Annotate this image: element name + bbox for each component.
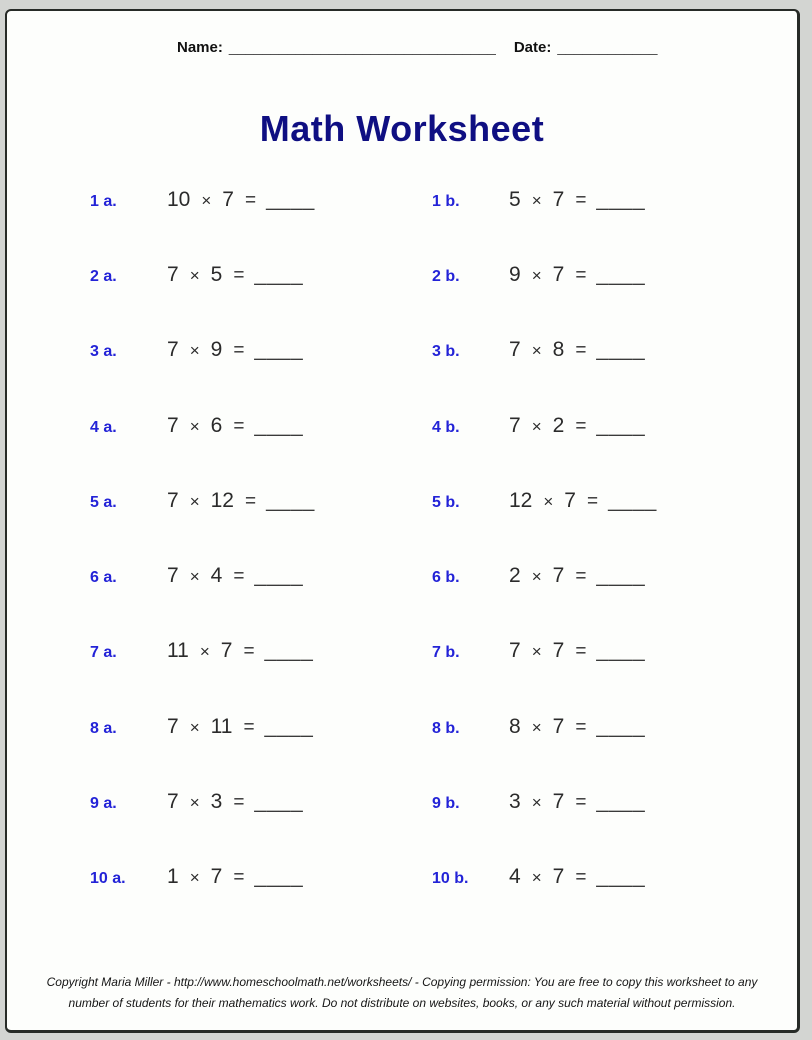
problem-number: 6 b. — [432, 569, 460, 587]
factor-2: 8 — [552, 338, 565, 362]
factor-2: 7 — [552, 790, 565, 814]
factor-2: 4 — [210, 564, 223, 588]
multiplication-sign: × — [189, 341, 200, 361]
multiplication-sign: × — [189, 717, 200, 737]
factor-1: 7 — [509, 338, 521, 362]
answer-blank: ____ — [596, 564, 646, 588]
problem-expression — [509, 263, 645, 287]
multiplication-sign: × — [189, 491, 200, 511]
factor-1: 7 — [167, 338, 179, 362]
problem-cell — [432, 489, 774, 513]
page-title: Math Worksheet — [259, 108, 545, 149]
answer-blank: ____ — [596, 338, 646, 362]
factor-1: 7 — [167, 413, 179, 437]
factor-1: 12 — [509, 488, 533, 512]
problem-number: 5 b. — [432, 493, 460, 511]
problem-cell — [90, 639, 432, 663]
problem-number: 8 a. — [90, 719, 117, 737]
problem-number: 1 a. — [90, 192, 117, 210]
factor-1: 4 — [509, 865, 521, 889]
problem-cell — [90, 338, 432, 362]
factor-1: 7 — [509, 639, 521, 663]
multiplication-sign: × — [189, 567, 200, 587]
problem-cell — [432, 790, 774, 814]
problem-expression — [509, 188, 645, 212]
factor-1: 10 — [167, 187, 191, 211]
problem-expression — [509, 338, 645, 362]
equals-sign: = — [233, 415, 245, 437]
factor-1: 7 — [167, 790, 179, 814]
answer-blank: ____ — [254, 790, 304, 814]
multiplication-sign: × — [199, 642, 210, 662]
factor-1: 3 — [509, 790, 521, 814]
factor-1: 8 — [509, 714, 521, 738]
factor-2: 7 — [220, 639, 233, 663]
equals-sign: = — [575, 641, 587, 663]
multiplication-sign: × — [189, 416, 200, 436]
multiplication-sign: × — [531, 567, 542, 587]
problem-number: 3 b. — [432, 343, 460, 361]
problem-number: 2 b. — [432, 267, 460, 285]
problem-number: 8 b. — [432, 719, 460, 737]
answer-blank: ____ — [596, 790, 646, 814]
problem-cell — [90, 790, 432, 814]
problem-cell — [90, 188, 432, 212]
problem-expression — [167, 715, 313, 739]
problem-expression — [167, 338, 303, 362]
problem-expression — [167, 414, 303, 438]
answer-blank: ____ — [254, 338, 304, 362]
answer-blank: ____ — [596, 714, 646, 738]
problem-expression — [167, 865, 303, 889]
problem-expression — [167, 639, 313, 663]
problem-number: 10 a. — [90, 870, 126, 888]
equals-sign: = — [575, 566, 587, 588]
answer-blank: ____ — [264, 639, 314, 663]
problem-expression — [167, 489, 315, 513]
factor-2: 3 — [210, 790, 223, 814]
multiplication-sign: × — [531, 265, 542, 285]
equals-sign: = — [575, 792, 587, 814]
factor-2: 9 — [210, 338, 223, 362]
problem-cell — [432, 564, 774, 588]
problem-cell — [432, 715, 774, 739]
problem-expression — [509, 414, 645, 438]
problem-number: 2 a. — [90, 267, 117, 285]
problem-cell — [432, 639, 774, 663]
answer-blank: ____ — [264, 714, 314, 738]
factor-2: 5 — [210, 262, 223, 286]
multiplication-sign: × — [189, 793, 200, 813]
problem-number: 4 b. — [432, 418, 460, 436]
factor-2: 6 — [210, 413, 223, 437]
factor-1: 5 — [509, 187, 521, 211]
equals-sign: = — [244, 490, 257, 512]
multiplication-sign: × — [531, 341, 542, 361]
multiplication-sign: × — [201, 190, 212, 210]
factor-2: 2 — [552, 413, 565, 437]
factor-1: 1 — [167, 865, 179, 889]
problem-number: 5 a. — [90, 493, 117, 511]
factor-2: 7 — [552, 865, 565, 889]
factor-2: 7 — [564, 488, 576, 512]
answer-blank: ____ — [254, 865, 304, 889]
multiplication-sign: × — [543, 491, 554, 511]
equals-sign: = — [243, 641, 255, 663]
multiplication-sign: × — [531, 190, 542, 210]
problems-grid — [90, 162, 780, 915]
equals-sign: = — [575, 189, 587, 211]
multiplication-sign: × — [189, 265, 200, 285]
problem-number: 3 a. — [90, 343, 117, 361]
problem-number: 6 a. — [90, 569, 117, 587]
equals-sign: = — [244, 189, 257, 211]
factor-2: 7 — [552, 564, 565, 588]
answer-blank: ____ — [254, 262, 304, 286]
equals-sign: = — [575, 716, 587, 738]
factor-1: 7 — [509, 413, 521, 437]
answer-blank: ____ — [254, 413, 304, 437]
equals-sign: = — [575, 415, 587, 437]
answer-blank: ____ — [596, 413, 646, 437]
copyright-line-2: number of students for their mathematics work. Do not distribute on websites, books, or any such material without permission. — [68, 996, 736, 1010]
factor-1: 7 — [167, 714, 179, 738]
copyright-line-1: Copyright Maria Miller - http://www.homeschoolmath.net/worksheets/ - Copying permission: You are free to copy this worksheet to any — [46, 975, 758, 989]
equals-sign: = — [233, 264, 245, 286]
equals-sign: = — [233, 867, 245, 889]
problem-expression — [509, 489, 657, 513]
problem-expression — [509, 639, 645, 663]
factor-1: 9 — [509, 262, 521, 286]
problem-cell — [90, 865, 432, 889]
problem-number: 1 b. — [432, 192, 460, 210]
answer-blank: ____ — [596, 262, 646, 286]
answer-blank: ____ — [596, 187, 646, 211]
answer-blank: ____ — [596, 865, 646, 889]
problem-expression — [509, 564, 645, 588]
problem-number: 4 a. — [90, 418, 117, 436]
equals-sign: = — [233, 340, 245, 362]
equals-sign: = — [575, 340, 587, 362]
problem-cell — [90, 715, 432, 739]
problem-cell — [432, 414, 774, 438]
worksheet-page — [5, 9, 800, 1033]
name-blank-line: ________________________________ — [228, 39, 496, 56]
name-label: Name: — [177, 39, 223, 56]
problem-expression — [167, 188, 315, 212]
problem-number: 10 b. — [432, 870, 469, 888]
equals-sign: = — [233, 792, 245, 814]
problem-number: 9 b. — [432, 795, 460, 813]
factor-2: 7 — [210, 865, 223, 889]
problem-cell — [90, 489, 432, 513]
factor-1: 7 — [167, 488, 179, 512]
answer-blank: ____ — [266, 488, 315, 512]
factor-1: 7 — [167, 564, 179, 588]
problem-expression — [167, 263, 303, 287]
problem-expression — [509, 865, 645, 889]
date-blank-line: ____________ — [557, 39, 658, 56]
multiplication-sign: × — [531, 793, 542, 813]
multiplication-sign: × — [531, 717, 542, 737]
problem-number: 7 b. — [432, 644, 460, 662]
answer-blank: ____ — [254, 564, 304, 588]
copyright-footer — [7, 972, 797, 1014]
factor-1: 7 — [167, 262, 179, 286]
factor-1: 2 — [509, 564, 521, 588]
equals-sign: = — [243, 716, 255, 738]
problem-cell — [90, 414, 432, 438]
factor-2: 11 — [210, 714, 233, 738]
problem-cell — [432, 865, 774, 889]
problem-expression — [167, 790, 303, 814]
factor-2: 12 — [210, 488, 234, 512]
multiplication-sign: × — [189, 868, 200, 888]
problem-expression — [509, 715, 645, 739]
factor-2: 7 — [552, 639, 565, 663]
multiplication-sign: × — [531, 416, 542, 436]
problem-number: 7 a. — [90, 644, 117, 662]
date-label: Date: — [513, 39, 552, 56]
multiplication-sign: × — [531, 642, 542, 662]
equals-sign: = — [586, 490, 599, 512]
equals-sign: = — [233, 566, 245, 588]
problem-expression — [509, 790, 645, 814]
factor-1: 11 — [167, 639, 189, 663]
problem-cell — [432, 263, 774, 287]
problem-expression — [167, 564, 303, 588]
problem-number: 9 a. — [90, 795, 117, 813]
answer-blank: ____ — [608, 488, 657, 512]
equals-sign: = — [575, 867, 587, 889]
factor-2: 7 — [222, 187, 234, 211]
factor-2: 7 — [552, 262, 565, 286]
worksheet-header — [177, 39, 675, 56]
problem-cell — [90, 263, 432, 287]
problem-cell — [432, 338, 774, 362]
equals-sign: = — [575, 264, 587, 286]
problem-cell — [432, 188, 774, 212]
answer-blank: ____ — [266, 187, 315, 211]
factor-2: 7 — [552, 714, 565, 738]
answer-blank: ____ — [596, 639, 646, 663]
factor-2: 7 — [552, 187, 565, 211]
multiplication-sign: × — [531, 868, 542, 888]
problem-cell — [90, 564, 432, 588]
